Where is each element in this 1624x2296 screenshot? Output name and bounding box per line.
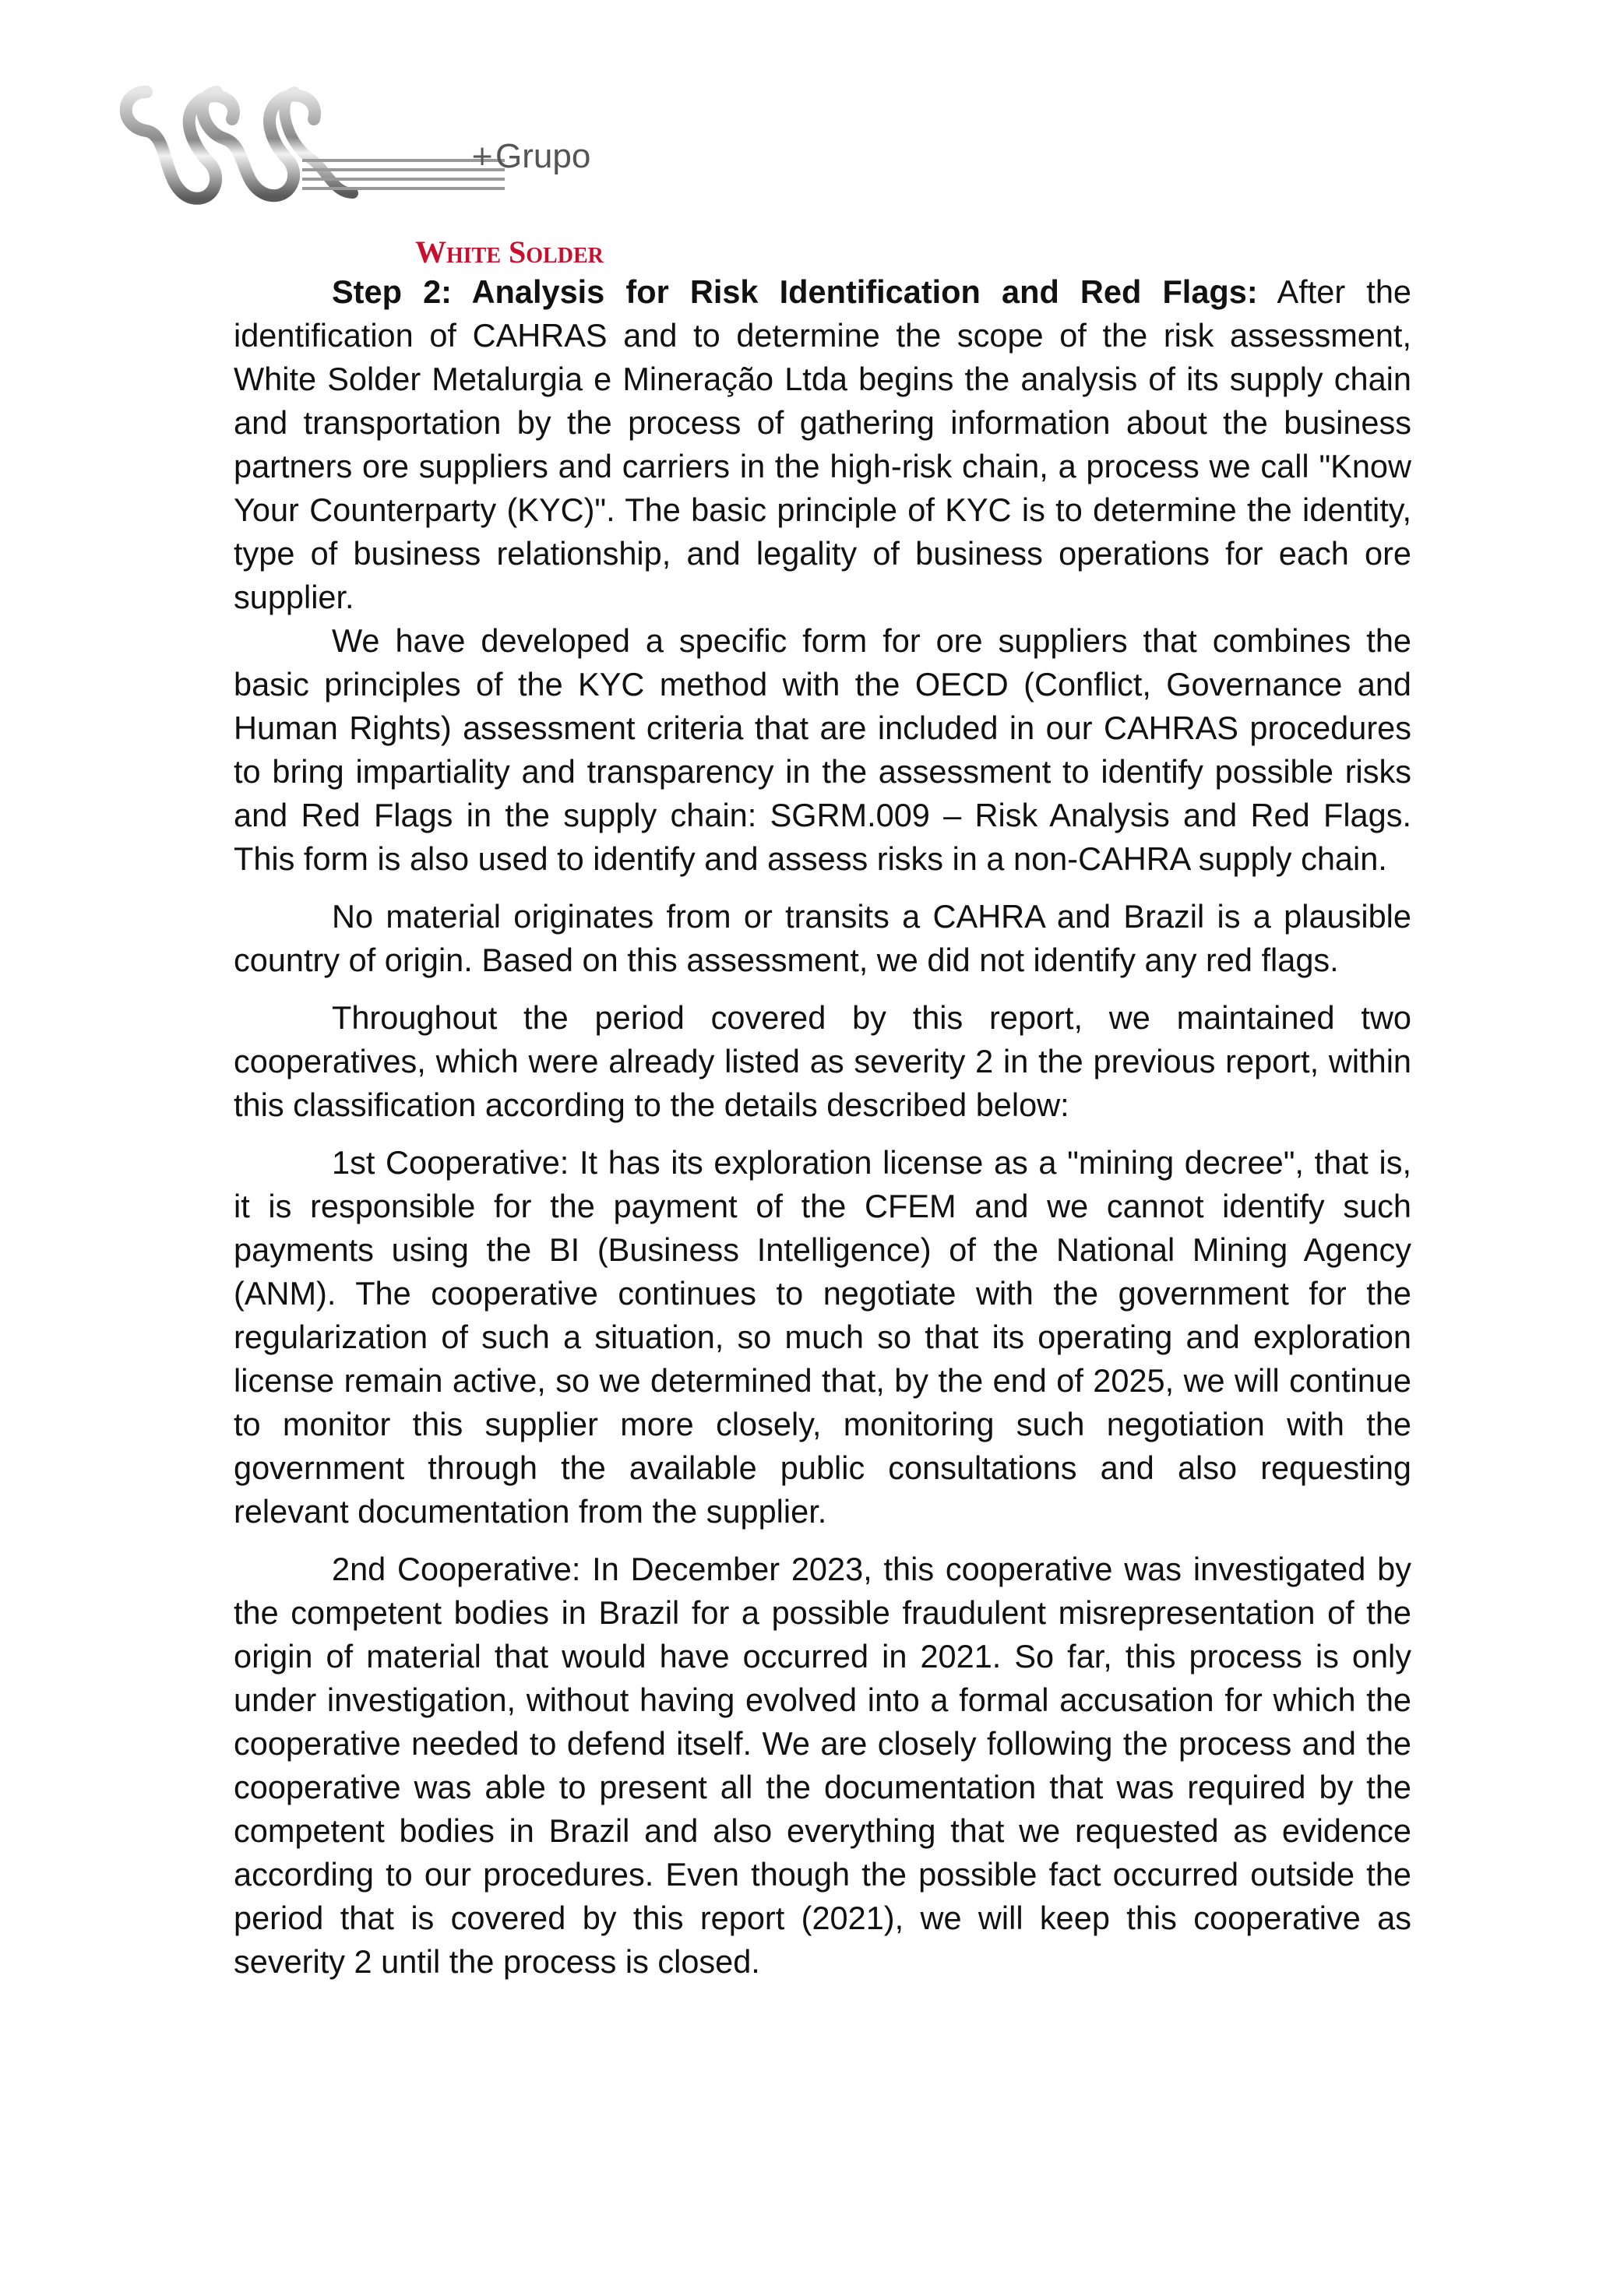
- paragraph-step-2: [234, 270, 1411, 619]
- logo-group-word: Grupo: [495, 137, 591, 175]
- paragraph-no-red-flags: No material originates from or transits a CAHRA and Brazil is a plausible country of origin. Based on this assessment, we did not identify any red flags.: [234, 898, 1411, 978]
- paragraph-kyc-form: We have developed a specific form for ore suppliers that combines the basic principles of the KYC method with the OECD (Conflict, Governance and Human Rights) assessment criteria that are included in our CAHRAS procedures to bring impartiality and transparency in the assessment to identify possible risks and Red Flags in the supply chain: SGRM.009 – Risk Analysis and Red Flags. This form is also used to identify and assess risks in a non-CAHRA supply chain.: [234, 622, 1411, 877]
- paragraph-text: After the identification of CAHRAS and to determine the scope of the risk assessment, White Solder Metalurgia e Mineração Ltda begins the analysis of its supply chain and transportation by the process of gathering information about the business partners ore suppliers and carriers in the high-risk chain, a process we call "Know Your Counterparty (KYC)". The basic principle of KYC is to determine the identity, type of business relationship, and legality of business operations for each ore supplier.: [234, 273, 1412, 615]
- logo-plus-sign: +: [470, 140, 495, 172]
- document-body: [234, 270, 1411, 1984]
- section-heading: Step 2: Analysis for Risk Identification and Red Flags:: [332, 273, 1258, 310]
- paragraph-second-cooperative: 2nd Cooperative: In December 2023, this cooperative was investigated by the competent bodies in Brazil for a possible fraudulent misrepresentation of the origin of material that would have occurred in 2021. So far, this process is only under investigation, without having evolved into a formal accusation for which the cooperative needed to defend itself. We are closely following the process and the cooperative was able to present all the documentation that was required by the competent bodies in Brazil and also everything that we requested as evidence according to our procedures. Even though the possible fact occurred outside the period that is covered by this report (2021), we will keep this cooperative as severity 2 until the process is closed.: [234, 1551, 1411, 1980]
- company-logo: [115, 69, 604, 269]
- logo-brand-name: White Solder: [415, 234, 604, 269]
- paragraph-first-cooperative: 1st Cooperative: It has its exploration license as a "mining decree", that is, it is responsible for the payment of the CFEM and we cannot identify such payments using the BI (Business Intelligence) of the National Mining Agency (ANM). The cooperative continues to negotiate with the government for the regularization of such a situation, so much so that its operating and exploration license remain active, so we determined that, by the end of 2025, we will continue to monitor this supplier more closely, monitoring such negotiation with the government through the available public consultations and also requesting relevant documentation from the supplier.: [234, 1144, 1411, 1530]
- paragraph-cooperatives-intro: Throughout the period covered by this report, we maintained two cooperatives, which were already listed as severity 2 in the previous report, within this classification according to the details described below:: [234, 999, 1411, 1123]
- logo-emblem-icon: [115, 69, 505, 209]
